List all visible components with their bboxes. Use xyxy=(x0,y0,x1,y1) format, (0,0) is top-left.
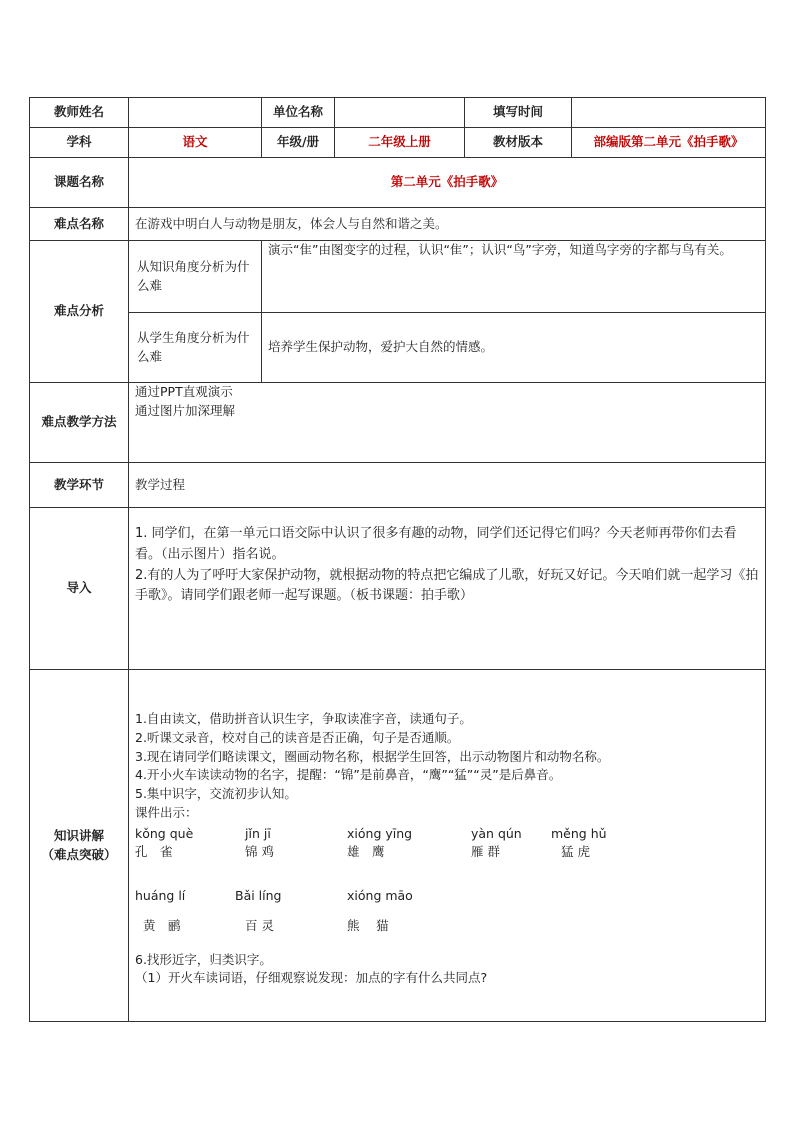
method-line: 通过图片加深理解 xyxy=(135,402,236,418)
step-item: 1.自由读文，借助拼音认识生字，争取读准字音，读通句子。 xyxy=(135,711,472,726)
pinyin-cell: kǒng què xyxy=(135,825,194,841)
analysis-label: 难点分析 xyxy=(30,241,129,383)
knowledge-row xyxy=(30,670,766,1022)
step-subitem: （1）开火车读词语，仔细观察说发现：加点的字有什么共同点? xyxy=(135,970,488,986)
student-angle-label: 从学生角度分析为什么难 xyxy=(129,313,262,383)
unit-name-value xyxy=(335,98,465,128)
fill-date-label: 填写时间 xyxy=(465,98,572,128)
pinyin-cell: Bǎi líng xyxy=(235,887,282,903)
lesson-title-value: 第二单元《拍手歌》 xyxy=(129,158,766,208)
title-row xyxy=(30,158,766,208)
hanzi-row xyxy=(135,917,759,951)
steps-list xyxy=(135,710,759,823)
intro-label: 导入 xyxy=(30,508,129,670)
pinyin-cell: huáng lí xyxy=(135,887,186,903)
method-row xyxy=(30,383,766,463)
lesson-title-label: 课题名称 xyxy=(30,158,129,208)
pinyin-cell: xióng māo xyxy=(347,887,413,903)
step-item: 6.找形近字，归类识字。 xyxy=(135,951,272,967)
process-header-row xyxy=(30,463,766,508)
subject-value: 语文 xyxy=(129,128,262,158)
hanzi-cell: 猛 虎 xyxy=(561,843,590,859)
step-item: 4.开小火车读读动物的名字，提醒：“锦”是前鼻音，“鹰”“猛”“灵”是后鼻音。 xyxy=(135,767,562,783)
difficulty-value: 在游戏中明白人与动物是朋友，体会人与自然和谐之美。 xyxy=(129,208,766,241)
step-item: 2.听课文录音，校对自己的读音是否正确，句子是否通顺。 xyxy=(135,729,460,745)
knowledge-sublabel: （难点突破） xyxy=(41,846,117,862)
pinyin-row xyxy=(135,825,759,843)
method-value xyxy=(129,383,766,463)
analysis-row-knowledge xyxy=(30,241,766,313)
step-item: 3.现在请同学们略读课文，圈画动物名称，根据学生回答，出示动物图片和动物名称。 xyxy=(135,748,610,764)
vocabulary-grid xyxy=(135,825,759,951)
unit-name-label: 单位名称 xyxy=(262,98,335,128)
header-row-2 xyxy=(30,128,766,158)
hanzi-cell: 百 灵 xyxy=(245,917,274,933)
hanzi-cell: 孔 雀 xyxy=(135,843,173,859)
pinyin-cell: jǐn jī xyxy=(245,825,271,841)
method-label: 难点教学方法 xyxy=(30,383,129,463)
process-col-value: 教学过程 xyxy=(129,463,766,508)
grade-value: 二年级上册 xyxy=(335,128,465,158)
step-item: 5.集中识字，交流初步认知。 xyxy=(135,786,297,801)
knowledge-angle-label: 从知识角度分析为什么难 xyxy=(129,241,262,313)
edition-label: 教材版本 xyxy=(465,128,572,158)
process-col-label: 教学环节 xyxy=(30,463,129,508)
hanzi-cell: 锦 鸡 xyxy=(245,843,274,859)
knowledge-content xyxy=(129,670,766,1022)
subject-label: 学科 xyxy=(30,128,129,158)
knowledge-label-cell xyxy=(30,670,129,1022)
intro-row xyxy=(30,508,766,670)
intro-paragraph: 2.有的人为了呼吁大家保护动物，就根据动物的特点把它编成了儿歌，好玩又好记。今天咱们就一起学习《拍手歌》。请同学们跟老师一起写课题。（板书课题：拍手歌） xyxy=(135,567,759,604)
difficulty-row xyxy=(30,208,766,241)
pinyin-row xyxy=(135,887,759,917)
hanzi-cell: 雄 鹰 xyxy=(347,843,385,859)
hanzi-cell: 熊 猫 xyxy=(347,917,389,933)
lesson-plan-table xyxy=(29,97,766,1022)
hanzi-cell: 雁 群 xyxy=(471,843,500,859)
hanzi-row xyxy=(135,843,759,887)
pinyin-cell: yàn qún xyxy=(471,825,522,841)
pinyin-cell: xióng yīng xyxy=(347,825,413,841)
method-line: 通过PPT直观演示 xyxy=(135,384,233,399)
teacher-name-label: 教师姓名 xyxy=(30,98,129,128)
intro-paragraph: 1. 同学们，在第一单元口语交际中认识了很多有趣的动物，同学们还记得它们吗？今天老师再带你们去看看。（出示图片）指名说。 xyxy=(135,526,737,562)
steps-list-continued xyxy=(135,951,759,989)
intro-content xyxy=(129,508,766,670)
student-angle-value: 培养学生保护动物，爱护大自然的情感。 xyxy=(262,313,766,383)
header-row-1 xyxy=(30,98,766,128)
analysis-row-student xyxy=(30,313,766,383)
teacher-name-value xyxy=(129,98,262,128)
step-item: 课件出示： xyxy=(135,804,198,820)
grade-label: 年级/册 xyxy=(262,128,335,158)
difficulty-label: 难点名称 xyxy=(30,208,129,241)
hanzi-cell: 黄 鹂 xyxy=(143,917,181,933)
edition-value: 部编版第二单元《拍手歌》 xyxy=(572,128,766,158)
knowledge-angle-value: 演示“隹”由图变字的过程，认识“隹”；认识“鸟”字旁，知道鸟字旁的字都与鸟有关。 xyxy=(262,241,766,313)
pinyin-cell: měng hǔ xyxy=(551,825,607,841)
fill-date-value xyxy=(572,98,766,128)
knowledge-label: 知识讲解 xyxy=(53,827,104,843)
